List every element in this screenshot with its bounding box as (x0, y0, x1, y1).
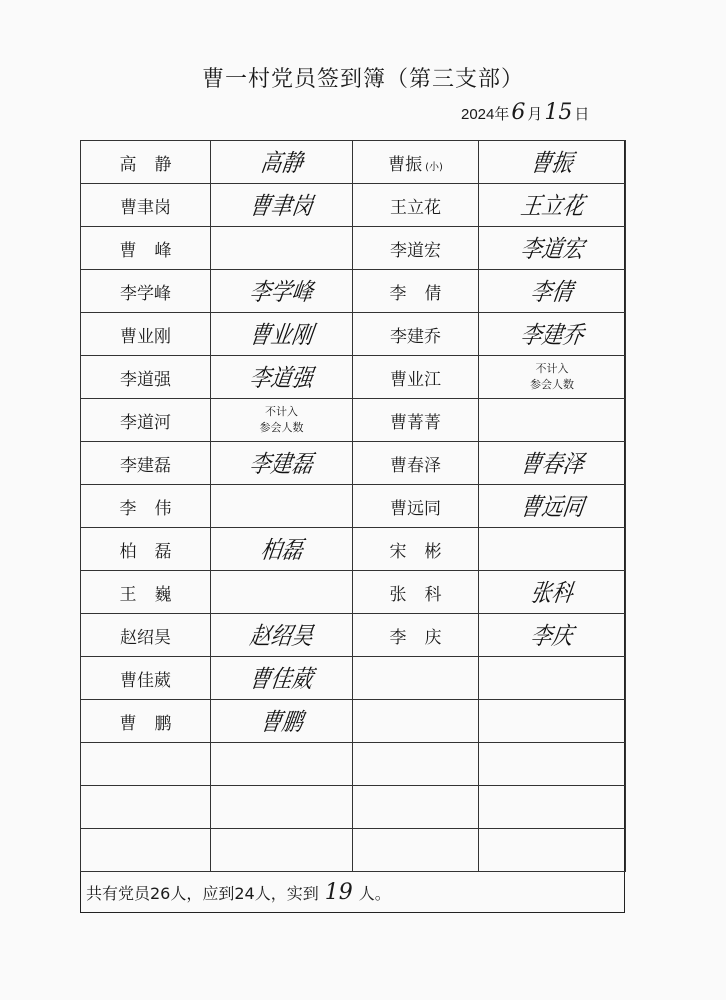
member-name-text: 曹聿岗 (120, 197, 171, 218)
member-name-text: 李建乔 (390, 326, 441, 347)
attendance-summary (80, 871, 625, 913)
handwritten-signature: 李道强 (247, 364, 315, 392)
table-row (81, 700, 626, 743)
handwritten-signature: 曹佳葳 (247, 665, 315, 693)
signature-cell (479, 571, 626, 614)
signature-cell (479, 485, 626, 528)
page-title: 曹一村党员签到簿（第三支部） (201, 67, 524, 92)
member-name (353, 700, 479, 743)
member-name-text: 柏磊 (119, 541, 190, 562)
date-month-label: 月 (527, 106, 543, 123)
signature-cell (211, 528, 353, 571)
signature-cell (211, 141, 353, 184)
signature-cell (479, 528, 626, 571)
handwritten-signature: 李建乔 (518, 321, 586, 349)
member-name-text: 李道宏 (390, 240, 441, 261)
empty-cell (479, 786, 626, 829)
member-name (353, 270, 479, 313)
table-row (81, 356, 626, 399)
note-line: 参会人数 (259, 421, 304, 434)
member-name-text: 李倩 (389, 283, 460, 304)
member-name (81, 571, 211, 614)
table-row (81, 571, 626, 614)
handwritten-signature: 李倩 (528, 278, 575, 306)
summary-suffix: 人。 (358, 884, 391, 903)
member-name-text: 曹振 (388, 154, 423, 175)
signature-cell (211, 184, 353, 227)
handwritten-signature: 曹鹏 (258, 708, 305, 736)
empty-cell (479, 743, 626, 786)
member-name (81, 356, 211, 399)
signin-table (80, 140, 626, 872)
member-name-text: 高静 (119, 154, 190, 175)
member-name-text: 曹业江 (390, 369, 441, 390)
signature-cell (211, 485, 353, 528)
signature-cell (211, 270, 353, 313)
member-name (353, 614, 479, 657)
date-month: 6 (511, 100, 526, 125)
member-name (81, 657, 211, 700)
member-name-text: 曹春泽 (390, 455, 441, 476)
signature-cell (479, 184, 626, 227)
empty-cell (211, 829, 353, 872)
signature-cell (479, 313, 626, 356)
member-name (81, 700, 211, 743)
handwritten-signature: 王立花 (518, 192, 586, 220)
member-name (353, 442, 479, 485)
table-row (81, 184, 626, 227)
member-name (81, 528, 211, 571)
member-name-text: 曹佳葳 (120, 670, 171, 691)
member-name-text: 李庆 (389, 627, 460, 648)
member-name (353, 528, 479, 571)
empty-cell (81, 786, 211, 829)
signature-cell (479, 227, 626, 270)
signature-cell (211, 313, 353, 356)
member-name (81, 184, 211, 227)
signature-cell (211, 614, 353, 657)
member-name-text: 李伟 (119, 498, 190, 519)
member-name-text: 王巍 (119, 584, 190, 605)
not-counted-note (479, 356, 626, 399)
not-counted-note (211, 399, 353, 442)
empty-cell (211, 743, 353, 786)
member-name (81, 485, 211, 528)
member-name-text: 曹鹏 (119, 713, 190, 734)
member-name (81, 399, 211, 442)
member-name-text: 曹业刚 (120, 326, 171, 347)
member-name (353, 356, 479, 399)
empty-row (81, 786, 626, 829)
member-name (353, 571, 479, 614)
signature-cell (211, 356, 353, 399)
member-name-text: 张科 (389, 584, 460, 605)
table-row (81, 442, 626, 485)
date-day: 15 (544, 100, 573, 125)
empty-cell (81, 829, 211, 872)
signature-cell (211, 657, 353, 700)
signature-cell (479, 270, 626, 313)
signature-cell (479, 700, 626, 743)
empty-cell (353, 829, 479, 872)
handwritten-signature: 曹远同 (518, 493, 586, 521)
date-year: 2024年 (461, 106, 510, 123)
empty-cell (479, 829, 626, 872)
member-name-text: 李道强 (120, 369, 171, 390)
member-name (81, 614, 211, 657)
table-row (81, 485, 626, 528)
signature-cell (211, 442, 353, 485)
member-name (81, 270, 211, 313)
handwritten-signature: 曹振 (528, 149, 575, 177)
member-name-text: 曹峰 (119, 240, 190, 261)
member-name-text: 曹远同 (390, 498, 441, 519)
table-row (81, 313, 626, 356)
member-name-text: 赵绍昊 (120, 627, 171, 648)
empty-row (81, 743, 626, 786)
member-name (353, 399, 479, 442)
handwritten-signature: 李庆 (528, 622, 575, 650)
member-name (81, 227, 211, 270)
note-line: 不计入 (535, 362, 569, 375)
table-row (81, 528, 626, 571)
handwritten-signature: 曹聿岗 (247, 192, 315, 220)
member-name-text: 王立花 (390, 197, 441, 218)
summary-actual-count: 19 (324, 880, 353, 905)
empty-row (81, 829, 626, 872)
signature-cell (479, 657, 626, 700)
table-row (81, 657, 626, 700)
member-name (353, 485, 479, 528)
signature-cell (211, 700, 353, 743)
note-line: 参会人数 (530, 378, 574, 391)
summary-prefix: 共有党员26人，应到24人，实到 (86, 884, 319, 903)
member-name (353, 141, 479, 184)
member-name-text: 李建磊 (120, 455, 171, 476)
empty-cell (353, 786, 479, 829)
signature-cell (479, 141, 626, 184)
empty-cell (353, 743, 479, 786)
member-name (81, 141, 211, 184)
member-name (353, 657, 479, 700)
handwritten-signature: 李建磊 (247, 450, 315, 478)
signature-cell (479, 614, 626, 657)
handwritten-signature: 柏磊 (258, 536, 305, 564)
signature-cell (479, 442, 626, 485)
empty-cell (81, 743, 211, 786)
member-name-text: 曹菁菁 (390, 412, 441, 433)
handwritten-signature: 张科 (528, 579, 575, 607)
handwritten-signature: 李学峰 (247, 278, 315, 306)
member-name-text: 李道河 (120, 412, 171, 433)
member-name (353, 184, 479, 227)
handwritten-signature: 高静 (258, 149, 305, 177)
member-name (353, 227, 479, 270)
member-name (81, 442, 211, 485)
handwritten-signature: 曹春泽 (518, 450, 586, 478)
table-row (81, 399, 626, 442)
signature-cell (211, 227, 353, 270)
handwritten-signature: 李道宏 (518, 235, 586, 263)
member-name-text: 李学峰 (120, 283, 171, 304)
table-row (81, 614, 626, 657)
handwritten-signature: 曹业刚 (247, 321, 315, 349)
table-row (81, 141, 626, 184)
handwritten-signature: 赵绍昊 (247, 622, 315, 650)
empty-cell (211, 786, 353, 829)
sign-date (461, 100, 589, 125)
note-line: 不计入 (265, 405, 298, 418)
member-name-suffix: (小) (425, 161, 443, 173)
member-name (81, 313, 211, 356)
table-row (81, 227, 626, 270)
table-row (81, 270, 626, 313)
member-name-text: 宋彬 (389, 541, 460, 562)
signature-cell (211, 571, 353, 614)
date-day-label: 日 (574, 106, 590, 123)
signature-cell (479, 399, 626, 442)
member-name (353, 313, 479, 356)
